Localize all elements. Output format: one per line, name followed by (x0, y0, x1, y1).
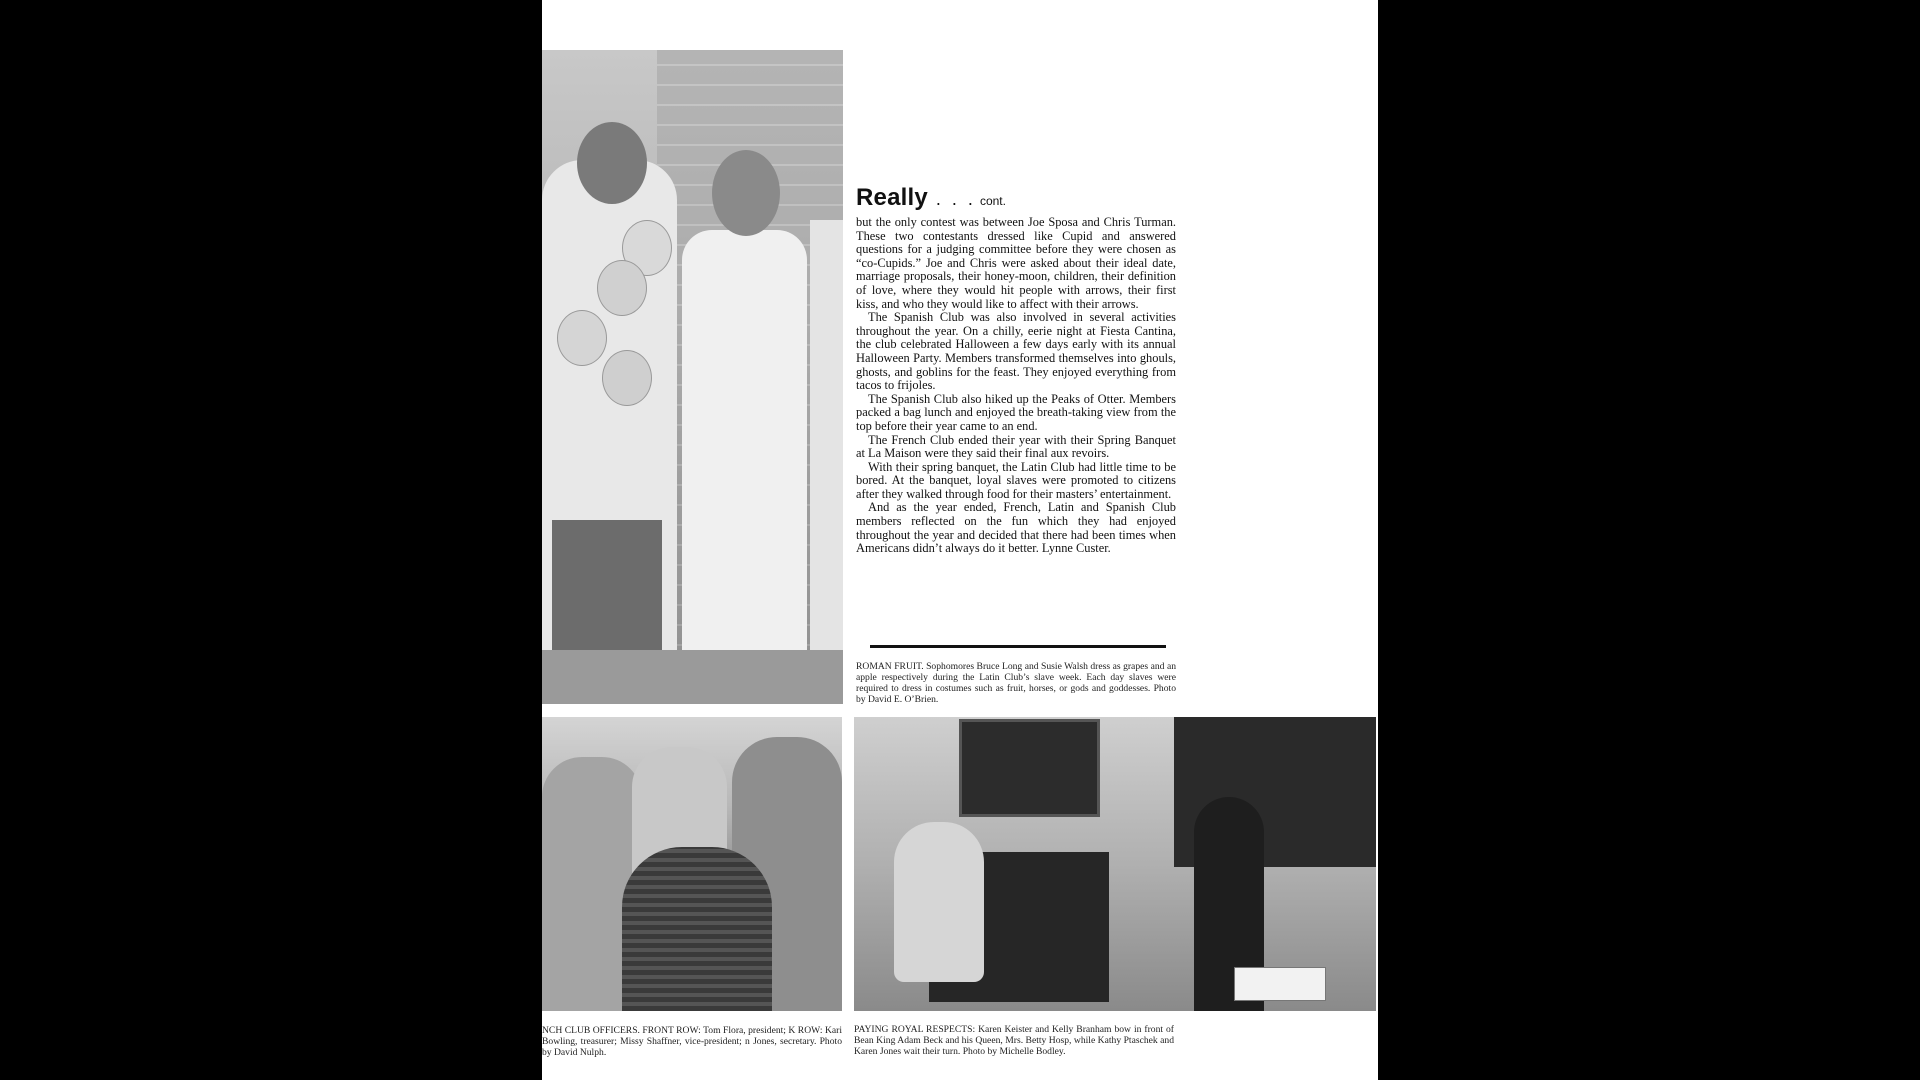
balloon (602, 350, 652, 406)
yearbook-page (542, 0, 1378, 1080)
headline-title: Really (856, 184, 928, 211)
royal-respects-photo (854, 717, 1376, 1011)
roman-fruit-photo (542, 50, 843, 704)
article-paragraph: but the only contest was between Joe Sposa and Chris Turman. These two contestants dressed like Cupid and answered questions for a judging committee before they were chosen as “co-Cupids.” Joe and Chris were asked about their ideal date, marriage proposals, their honey-moon, children, their definition of love, where they would hit people with arrows, their first kiss, and who they would like to affect with their arrows. (856, 215, 1176, 311)
balloon (557, 310, 607, 366)
article-headline (856, 184, 1196, 212)
person-right-head (712, 150, 780, 236)
divider-rule (870, 645, 1166, 648)
headline-dots: . . . (935, 189, 976, 209)
article-paragraph: The Spanish Club was also involved in several activities throughout the year. On a chilly, eerie night at Fiesta Cantina, the club celebrated Halloween a few days early with its annual Halloween Party. Members transformed themselves into ghouls, ghosts, and goblins for the feast. They enjoyed everything from tacos to frijoles. (856, 310, 1176, 393)
french-officers-caption: NCH CLUB OFFICERS. FRONT ROW: Tom Flora, president; K ROW: Kari Bowling, treasurer; Missy Shaffner, vice-president; n Jones, secretary. Photo by David Nulph. (542, 1025, 842, 1058)
article-paragraph: The Spanish Club also hiked up the Peaks of Otter. Members packed a bag lunch and enjoyed the breath-taking view from the top before their year came to an end. (856, 391, 1176, 433)
article-paragraph: And as the year ended, French, Latin and Spanish Club members reflected on the fun which they had enjoyed throughout the year and decided that there had been times when Americans didn’t always do it better. Lynne Custer. (856, 500, 1176, 556)
person-right (682, 230, 807, 690)
person-left-head (577, 122, 647, 204)
article-body (856, 216, 1176, 556)
balloon (597, 260, 647, 316)
article-paragraph: With their spring banquet, the Latin Club had little time to be bored. At the banquet, loyal slaves were promoted to citizens after they walked through food for their masters’ entertainment. (856, 459, 1176, 501)
kneeling-figure (894, 822, 984, 982)
headline-cont: cont. (979, 194, 1006, 208)
article-paragraph: The French Club ended their year with their Spring Banquet at La Maison were they said their final aux revoirs. (856, 432, 1176, 461)
floor (542, 650, 843, 704)
french-club-officers-photo (542, 717, 842, 1011)
roman-fruit-caption: ROMAN FRUIT. Sophomores Bruce Long and Susie Walsh dress as grapes and an apple respectively during the Latin Club’s slave week. Each day slaves were required to dress in costumes such as fruit, horses, or gods and goddesses. Photo by David E. O’Brien. (856, 661, 1176, 705)
person-edge (810, 220, 843, 660)
framed-picture (959, 719, 1100, 817)
royal-respects-caption: PAYING ROYAL RESPECTS: Karen Keister and Kelly Branham bow in front of Bean King Adam Beck and his Queen, Mrs. Betty Hosp, while Kathy Ptaschek and Karen Jones wait their turn. Photo by Michelle Bodley. (854, 1024, 1174, 1057)
open-book (1234, 967, 1326, 1001)
officer-front (622, 847, 772, 1011)
